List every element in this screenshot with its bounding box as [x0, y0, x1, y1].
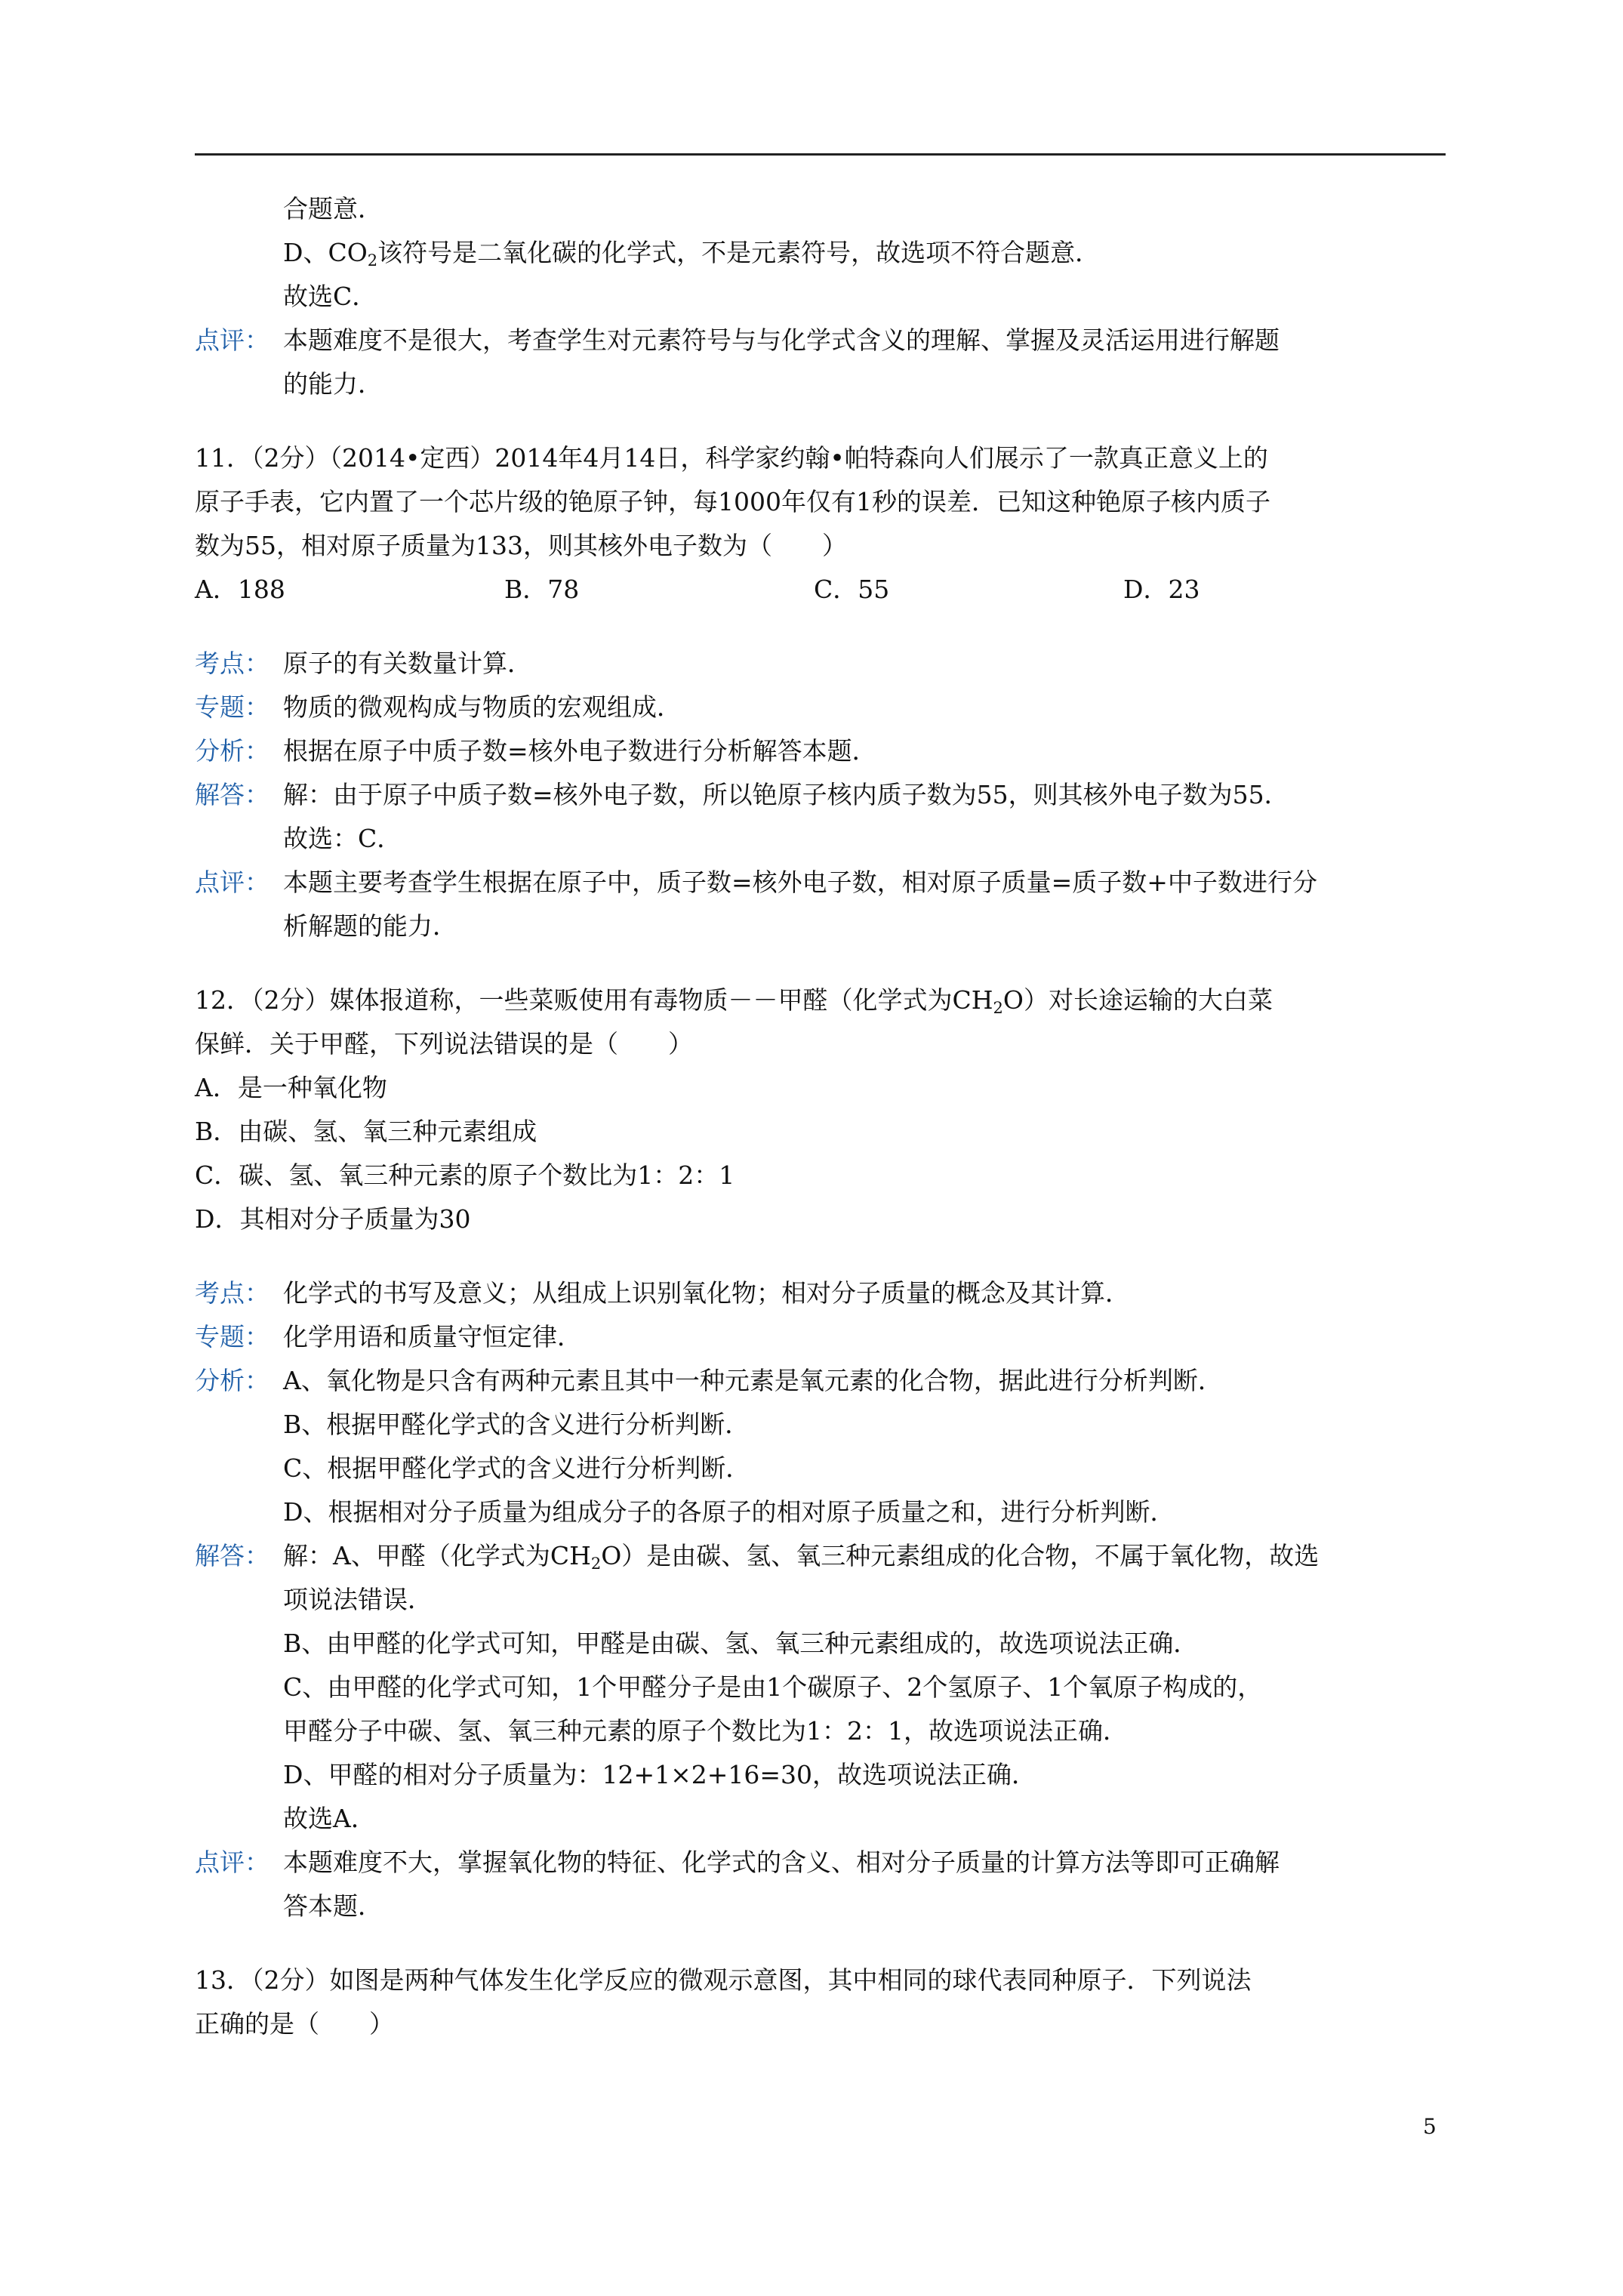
q12-jieda-b: B、由甲醛的化学式可知，甲醛是由碳、氢、氧三种元素组成的，故选项说法正确．: [283, 1629, 1199, 1658]
q12-stem-1: 12．（2分）媒体报道称，一些菜贩使用有毒物质－－甲醛（化学式为$CH_2O$）对长途运输的大白菜: [195, 985, 1273, 1017]
kaodian-label: 考点：: [195, 649, 269, 678]
fenxi-label: 分析：: [195, 736, 269, 766]
q12-dianping: 点评： 本题难度不大，掌握氧化物的特征、化学式的含义、相对分子质量的计算方法等即可正确解: [195, 1841, 1448, 1885]
page-content: [195, 187, 1448, 2046]
kaodian-label: 考点：: [195, 1278, 269, 1308]
q12-fenxi-d: D、根据相对分子质量为组成分子的各原子的相对原子质量之和，进行分析判断．: [283, 1497, 1175, 1527]
q12-option-b: B．由碳、氢、氧三种元素组成: [195, 1117, 537, 1146]
prev-line1: 合题意．: [283, 194, 383, 223]
q12-option-c: C．碳、氢、氧三种元素的原子个数比为1：2：1: [195, 1160, 735, 1190]
q12-jieda-d: D、甲醛的相对分子质量为：12+1×2+16=30，故选项说法正确．: [283, 1760, 1037, 1789]
prev-comment-cont: 的能力．: [283, 369, 383, 399]
q12-jieda-c: C、由甲醛的化学式可知，1个甲醛分子是由1个碳原子、2个氢原子、1个氧原子构成的，: [283, 1672, 1263, 1702]
q12-jieda-a-cont: 项说法错误．: [283, 1585, 433, 1614]
page-number: 5: [1423, 2114, 1437, 2139]
q11-kaodian: 考点： 原子的有关数量计算．: [195, 642, 1448, 686]
header-rule: [195, 153, 1446, 156]
q11-option-b: B．78: [504, 575, 580, 604]
q12-fenxi-a: 分析： A、氧化物是只含有两种元素且其中一种元素是氧元素的化合物，据此进行分析判断．: [195, 1359, 1448, 1403]
q13-stem-2: 正确的是（ ）: [195, 2009, 394, 2039]
zhuanti-label: 专题：: [195, 1322, 269, 1351]
q12-stem-2: 保鲜．关于甲醛，下列说法错误的是（ ）: [195, 1029, 693, 1059]
fenxi-label: 分析：: [195, 1366, 269, 1395]
zhuanti-label: 专题：: [195, 692, 269, 722]
q12-kaodian: 考点： 化学式的书写及意义；从组成上识别氧化物；相对分子质量的概念及其计算．: [195, 1271, 1448, 1315]
q12-option-a: A．是一种氧化物: [195, 1073, 387, 1102]
q11-stem-3: 数为55，相对原子质量为133，则其核外电子数为（ ）: [195, 531, 847, 560]
q12-fenxi-c: C、根据甲醛化学式的含义进行分析判断．: [283, 1453, 751, 1483]
q11-stem-2: 原子手表，它内置了一个芯片级的铯原子钟，每1000年仅有1秒的误差．已知这种铯原子核内质子: [195, 487, 1270, 516]
q11-option-a: A．188: [195, 575, 285, 604]
q12-answer: 故选A．: [283, 1804, 376, 1833]
q12-dianping-cont: 答本题．: [283, 1891, 383, 1921]
prev-option-d: D、$CO_2$该符号是二氧化碳的化学式，不是元素符号，故选项不符合题意．: [283, 238, 1101, 270]
q11-zhuanti: 专题： 物质的微观构成与物质的宏观组成．: [195, 686, 1448, 729]
comment-label: 点评：: [195, 325, 269, 355]
q11-option-c: C．55: [814, 575, 890, 604]
dianping-label: 点评：: [195, 868, 269, 897]
q11-fenxi: 分析： 根据在原子中质子数=核外电子数进行分析解答本题．: [195, 729, 1448, 773]
jieda-label: 解答：: [195, 1541, 269, 1570]
q11-dianping-cont: 析解题的能力．: [283, 911, 457, 941]
q11-options: [195, 568, 1448, 612]
jieda-label: 解答：: [195, 780, 269, 809]
prev-answer: 故选C．: [283, 282, 377, 311]
dianping-label: 点评：: [195, 1848, 269, 1877]
q11-dianping: 点评： 本题主要考查学生根据在原子中，质子数=核外电子数，相对原子质量=质子数+中子数进行分: [195, 861, 1448, 905]
q12-fenxi-b: B、根据甲醛化学式的含义进行分析判断．: [283, 1410, 750, 1439]
q11-jieda-answer: 故选：C．: [283, 824, 402, 853]
q12-jieda-a: 解答： 解：A、甲醛（化学式为$CH_2O$）是由碳、氢、氧三种元素组成的化合物，不属于氧化物，故选: [195, 1534, 1448, 1578]
prev-comment: 点评： 本题难度不是很大，考查学生对元素符号与与化学式含义的理解、掌握及灵活运用进行解题: [195, 319, 1448, 362]
q11-jieda: 解答： 解：由于原子中质子数=核外电子数，所以铯原子核内质子数为55，则其核外电子数为55．: [195, 773, 1448, 817]
q11-option-d: D．23: [1123, 575, 1200, 604]
q11-stem-1: 11．（2分）（2014•定西）2014年4月14日，科学家约翰•帕特森向人们展示了一款真正意义上的: [195, 443, 1268, 473]
q12-option-d: D．其相对分子质量为30: [195, 1204, 471, 1234]
q13-stem-1: 13．（2分）如图是两种气体发生化学反应的微观示意图，其中相同的球代表同种原子．下列说法: [195, 1965, 1252, 1995]
q12-jieda-c-cont: 甲醛分子中碳、氢、氧三种元素的原子个数比为1：2：1，故选项说法正确．: [283, 1716, 1128, 1746]
q12-zhuanti: 专题： 化学用语和质量守恒定律．: [195, 1315, 1448, 1359]
